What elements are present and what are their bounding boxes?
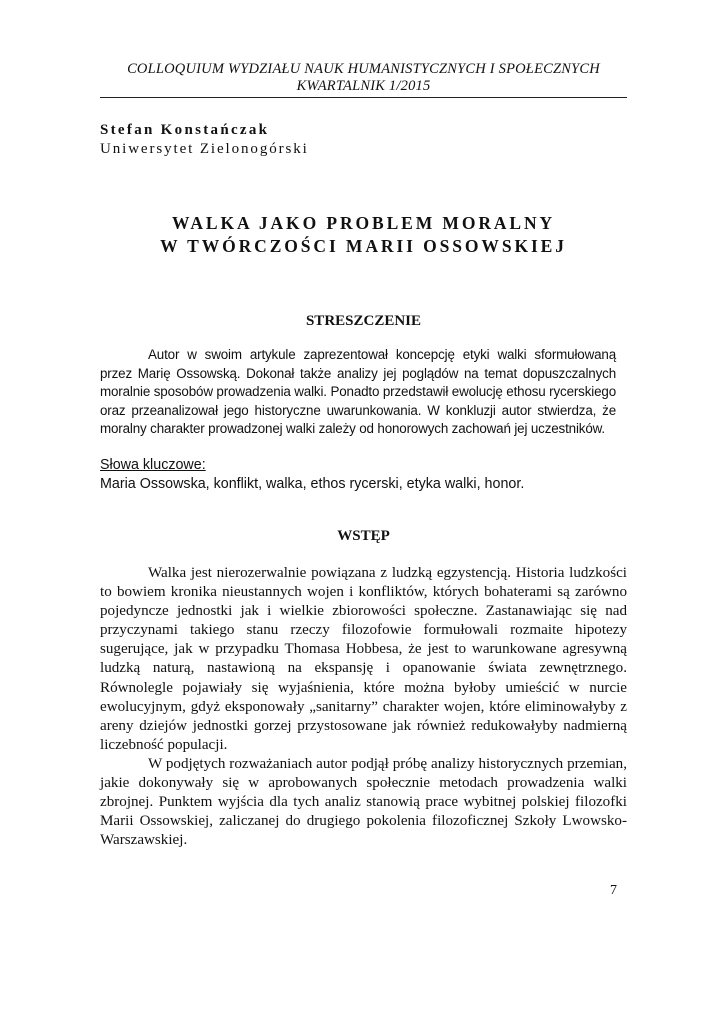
intro-paragraph: Walka jest nierozerwalnie powiązana z ludzką egzystencją. Historia ludzkości to bowiem kronika nieustannych wojen i konfliktów, których bohaterami są zarówno pojedyncze jednostki jak i wielkie zbiorowości społeczne. Zastanawiając się nad przyczynami takiego stanu rzeczy filozofowie formułowali rozmaite hipotezy sugerujące, jak w przypadku Thomasa Hobbesa, że jest to warunkowane agresywną ludzką naturą, nastawioną na ekspansję i opanowanie świata zewnętrznego. Równolegle pojawiały się wyjaśnienia, które można byłoby umieścić w nurcie ewolucyjnym, gdyż eksponowały „sanitarny” charakter wojen, które eliminowałyby z areny dziejów jednostki gorzej przystosowane jak również redukowałyby nadmierną liczebność populacji. (100, 565, 627, 753)
abstract-text: Autor w swoim artykule zaprezentował koncepcję etyki walki sformułowaną przez Marię Ossowską. Dokonał także analizy jej poglądów na temat dopuszczalnych moralnie sposobów prowadzenia walki. Ponadto przedstawił ewolucję ethosu rycerskiego oraz przeanalizował jego historyczne uwarunkowania. W konkluzji autor stwierdza, że moralny charakter prowadzonej walki zależy od honorowych zachowań jej uczestników. (100, 347, 616, 437)
intro-body (100, 564, 627, 850)
header-rule (100, 97, 627, 98)
title-line-1: WALKA JAKO PROBLEM MORALNY (171, 213, 556, 233)
journal-name: COLLOQUIUM WYDZIAŁU NAUK HUMANISTYCZNYCH I SPOŁECZNYCH (127, 61, 600, 77)
author-name: Stefan Konstańczak (100, 122, 270, 138)
keywords-text: Maria Ossowska, konflikt, walka, ethos rycerski, etyka walki, honor. (100, 476, 525, 492)
abstract-heading: STRESZCZENIE (305, 313, 422, 329)
journal-issue: KWARTALNIK 1/2015 (296, 78, 431, 94)
page-number: 7 (610, 883, 617, 898)
article-title (100, 212, 627, 258)
intro-heading: WSTĘP (337, 528, 390, 544)
intro-paragraph: W podjętych rozważaniach autor podjął próbę analizy historycznych przemian, jakie dokonywały się w aprobowanych społecznie metodach prowadzenia walki zbrojnej. Punktem wyjścia dla tych analiz stanowią prace wybitnej polskiej filozofki Marii Ossowskiej, zaliczanej do drugiego pokolenia filozoficznej Szkoły Lwowsko-Warszawskiej. (100, 755, 627, 849)
running-header (100, 61, 627, 95)
keywords-label: Słowa kluczowe: (100, 457, 206, 473)
author-affiliation: Uniwersytet Zielonogórski (100, 141, 309, 157)
title-line-2: W TWÓRCZOŚCI MARII OSSOWSKIEJ (160, 236, 567, 256)
author-block (100, 121, 309, 159)
keywords-block (100, 456, 627, 494)
